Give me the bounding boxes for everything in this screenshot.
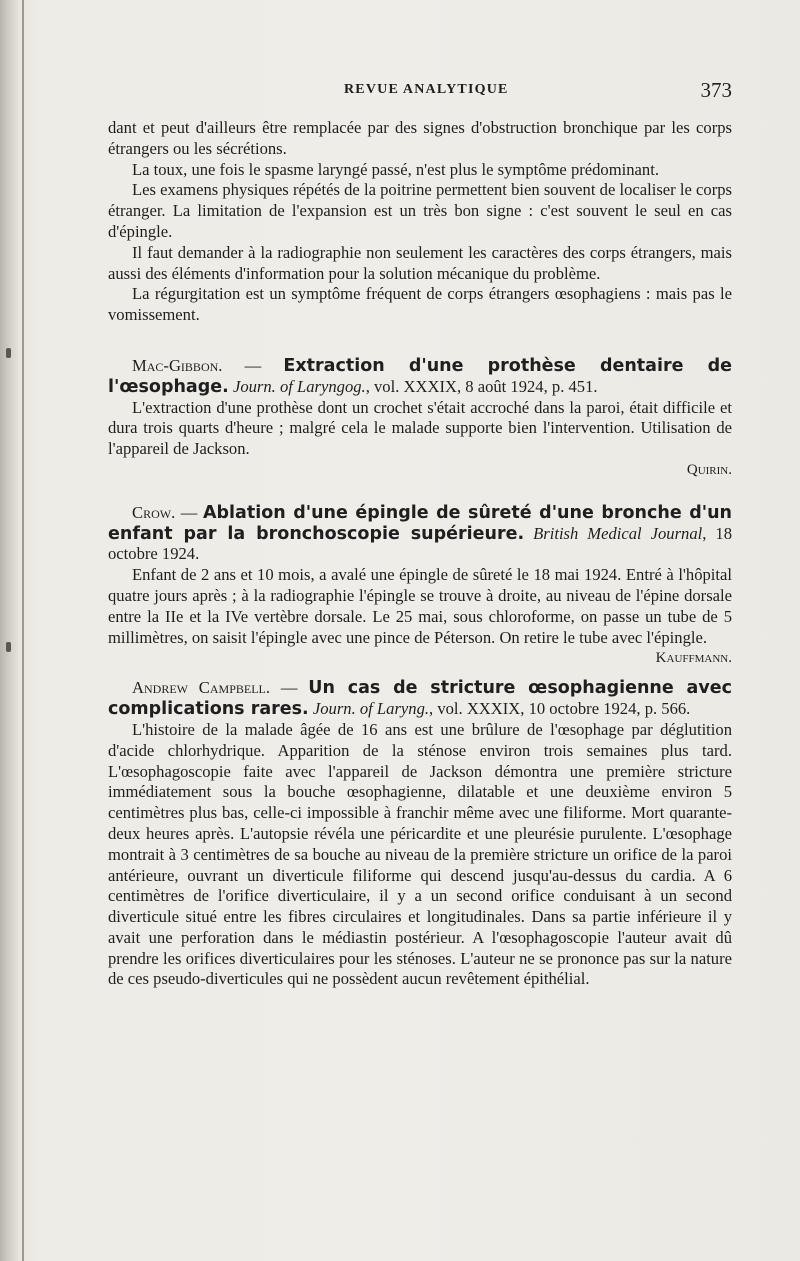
- article-mac-gibbon: [108, 356, 732, 481]
- article-source-details: , vol. XXXIX, 10 octobre 1924, p. 566.: [429, 699, 691, 719]
- intro-paragraph: La toux, une fois le spasme laryngé passé, n'est plus le symptôme prédominant.: [132, 159, 659, 179]
- intro-paragraph: Il faut demander à la radiographie non seulement les caractères des corps étrangers, mais aussi des éléments d'information pour la solution mécanique du problème.: [108, 242, 732, 283]
- margin-mark: [6, 642, 11, 652]
- article-body: L'histoire de la malade âgée de 16 ans est une brûlure de l'œsophage par déglutition d'acide chlorhydrique. Apparition de la sténose environ trois semaines plus tard. L'œsophagoscopie faite avec l'appareil de Jackson démontra une première stricture immédiatement sous la bouche œsophagienne, dilatable et une deuxième environ 5 centimètres plus bas, celle-ci impossible à franchir même avec une filiforme. Mort quarante-deux heures après. L'autopsie révéla une péricardite et une pleurésie purulente. L'œsophage montrait à 3 centimètres de sa bouche au niveau de la première stricture un orifice de la paroi antérieure, ouvrant un diverticule filiforme qui descend jusqu'au-dessus du cardia. A 6 centimètres de l'orifice diverticulaire, il y a un second orifice conduisant à un second diverticule situé entre les fibres circulaires et longitudinales. Dans sa partie inférieure il y avait une perforation dans le médiastin postérieur. A l'œsophagoscopie l'auteur avait dû prendre les orifices diverticulaires pour les sténoses. L'auteur ne se prononce pas sur la nature de ces pseudo-diverticules qui ne possèdent aucun revêtement épithélial.: [108, 719, 732, 989]
- article-reviewer: Kauffmann.: [655, 650, 732, 667]
- article-source-journal: British Medical Journal: [533, 523, 703, 543]
- running-title: REVUE ANALYTIQUE: [344, 82, 509, 97]
- article-source-journal: Journ. of Laryng.: [312, 699, 430, 719]
- article-body: Enfant de 2 ans et 10 mois, a avalé une épingle de sûreté le 18 mai 1924. Entré à l'hôpital quatre jours après ; à la radiographie l'épingle se trouve à droite, au niveau de l'épine dorsale entre la IIe et la IVe vertèbre dorsale. Le 25 mai, sous chloroforme, on passe un tube de 5 millimètres, on saisit l'épingle avec une pince de Péterson. On retire le tube avec l'épingle. Kauffmann.: [108, 565, 732, 648]
- intro-paragraph: Les examens physiques répétés de la poitrine permettent bien souvent de localiser le corps étranger. La limitation de l'expansion est un très bon signe : c'est souvent le seul en cas d'épingle.: [108, 180, 732, 241]
- article-source-journal: Journ. of Laryngog.: [232, 376, 366, 396]
- article-heading: [108, 356, 732, 398]
- article-title: Ablation d'une épingle de sûreté d'une bronche d'un enfant par la bronchoscopie supérieure.: [108, 502, 732, 544]
- article-reviewer: Quirin.: [686, 461, 732, 478]
- article-author: Mac-Gibbon.: [132, 355, 223, 375]
- intro-paragraph: dant et peut d'ailleurs être remplacée par des signes d'obstruction bronchique par les corps étrangers ou les sécrétions.: [108, 118, 732, 158]
- article-body: L'extraction d'une prothèse dont un crochet s'était accroché dans la paroi, était difficile et dura trois quarts d'heure ; malgré cela le malade supporte bien l'intervention. Utilisation de l'appareil de Jackson.: [108, 397, 732, 459]
- article-title: Extraction d'une prothèse dentaire de l'œsophage.: [108, 355, 733, 397]
- margin-mark: [6, 348, 11, 358]
- heading-dash: —: [270, 678, 309, 698]
- heading-dash: —: [175, 502, 203, 522]
- article-heading: [108, 678, 732, 720]
- article-crow: [108, 502, 732, 667]
- article-heading: [108, 503, 732, 565]
- article-author: Crow.: [132, 502, 176, 522]
- article-andrew-campbell: [108, 678, 732, 990]
- page-number: 373: [700, 78, 732, 102]
- page-content: [108, 118, 732, 990]
- page-binding-shadow: [0, 0, 18, 1261]
- article-source-details: , 18 octobre 1924.: [108, 523, 732, 564]
- intro-paragraph: La régurgitation est un symptôme fréquent de corps étrangers œsophagiens : mais pas le vomissement.: [108, 284, 732, 325]
- heading-dash: —: [222, 355, 284, 375]
- article-author: Andrew Campbell.: [132, 678, 271, 698]
- article-source-details: , vol. XXXIX, 8 août 1924, p. 451.: [365, 376, 598, 396]
- article-title: Un cas de stricture œsophagienne avec complications rares.: [108, 678, 732, 720]
- page-header: [108, 78, 732, 108]
- page-edge-line: [22, 0, 24, 1261]
